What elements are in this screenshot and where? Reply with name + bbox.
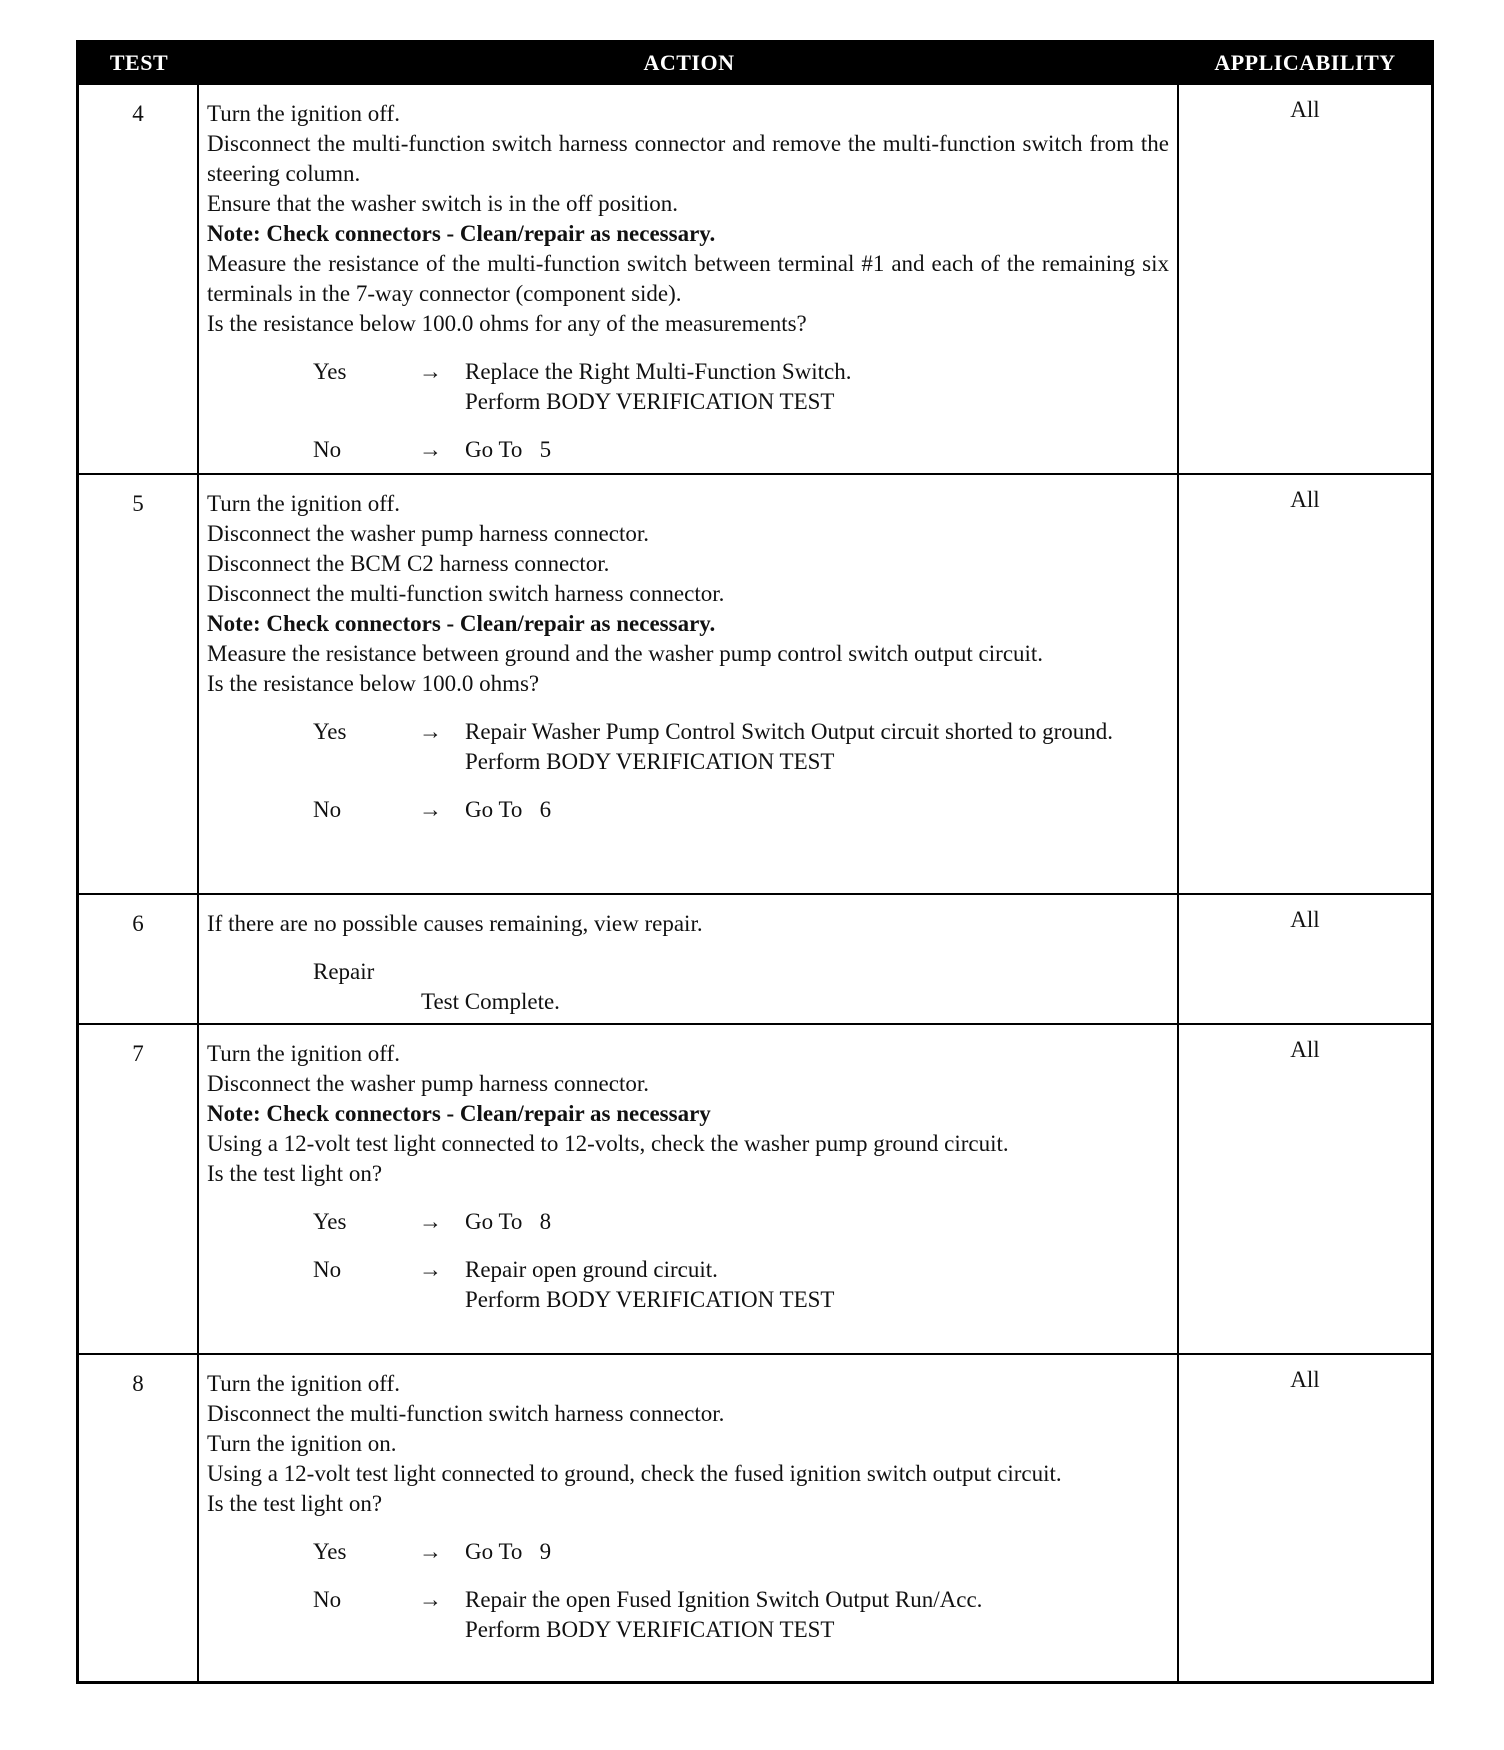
note-text: Note: Check connectors - Clean/repair as necessary. <box>207 611 716 636</box>
test-number: 6 <box>79 895 199 1023</box>
table-row-test-8 <box>79 1353 1431 1681</box>
action-line: Turn the ignition on. <box>207 1431 397 1456</box>
repair-text: Test Complete. <box>421 989 560 1014</box>
yes-label: Yes <box>313 1539 347 1564</box>
yes-label: Yes <box>313 719 347 744</box>
action-line: Measure the resistance of the multi-function switch between terminal #1 and each of the remaining six terminals in the 7-way connector (component side). <box>207 251 1169 306</box>
action-line: Is the test light on? <box>207 1491 383 1516</box>
action-cell <box>199 85 1179 473</box>
note-text: Note: Check connectors - Clean/repair as necessary <box>207 1101 711 1126</box>
no-response <box>207 795 1169 825</box>
no-label: No <box>313 1587 342 1612</box>
applicability-value: All <box>1290 1367 1320 1392</box>
yes-response <box>207 1537 1169 1567</box>
arrow-icon: → <box>419 797 442 822</box>
action-cell <box>199 1355 1179 1681</box>
yes-text: Perform BODY VERIFICATION TEST <box>465 389 835 414</box>
no-label: No <box>313 797 342 822</box>
yes-response <box>207 357 1169 417</box>
table-row-test-5 <box>79 473 1431 893</box>
no-response <box>207 1585 1169 1645</box>
action-line: Is the test light on? <box>207 1161 383 1186</box>
yes-text: Repair Washer Pump Control Switch Output circuit shorted to ground. <box>465 719 1114 744</box>
action-line: Disconnect the BCM C2 harness connector. <box>207 551 610 576</box>
action-line: Turn the ignition off. <box>207 1371 400 1396</box>
test-number: 4 <box>79 85 199 473</box>
table-row-test-4 <box>79 83 1431 473</box>
action-cell <box>199 475 1179 893</box>
no-text: Repair the open Fused Ignition Switch Output Run/Acc. <box>465 1587 983 1612</box>
yes-response <box>207 717 1169 777</box>
note-text: Note: Check connectors - Clean/repair as necessary. <box>207 221 716 246</box>
no-label: No <box>313 437 342 462</box>
no-text: Go To 6 <box>465 797 552 822</box>
table-header <box>79 43 1431 83</box>
action-line: If there are no possible causes remaining, view repair. <box>207 911 703 936</box>
action-line: Turn the ignition off. <box>207 101 400 126</box>
no-text: Go To 5 <box>465 437 552 462</box>
action-line: Is the resistance below 100.0 ohms for any of the measurements? <box>207 311 807 336</box>
table-row-test-7 <box>79 1023 1431 1353</box>
header-test: TEST <box>109 50 169 75</box>
action-line: Measure the resistance between ground and the washer pump control switch output circuit. <box>207 641 1044 666</box>
action-line: Disconnect the multi-function switch harness connector. <box>207 581 725 606</box>
yes-label: Yes <box>313 359 347 384</box>
applicability-value: All <box>1290 97 1320 122</box>
no-text: Perform BODY VERIFICATION TEST <box>465 1617 835 1642</box>
arrow-icon: → <box>419 1257 442 1282</box>
applicability-value: All <box>1290 487 1320 512</box>
arrow-icon: → <box>419 719 442 744</box>
yes-text: Go To 9 <box>465 1539 552 1564</box>
action-line: Disconnect the washer pump harness connector. <box>207 1071 649 1096</box>
arrow-icon: → <box>419 359 442 384</box>
yes-text: Perform BODY VERIFICATION TEST <box>465 749 835 774</box>
table-row-test-6 <box>79 893 1431 1023</box>
action-line: Is the resistance below 100.0 ohms? <box>207 671 540 696</box>
action-line: Disconnect the multi-function switch harness connector. <box>207 1401 725 1426</box>
applicability-value: All <box>1290 907 1320 932</box>
repair-block <box>207 957 1169 1017</box>
yes-response <box>207 1207 1169 1237</box>
no-label: No <box>313 1257 342 1282</box>
arrow-icon: → <box>419 1587 442 1612</box>
arrow-icon: → <box>419 1539 442 1564</box>
no-text: Perform BODY VERIFICATION TEST <box>465 1287 835 1312</box>
action-cell <box>199 1025 1179 1353</box>
header-applicability: APPLICABILITY <box>1214 50 1396 75</box>
header-action: ACTION <box>643 50 735 75</box>
arrow-icon: → <box>419 1209 442 1234</box>
action-line: Turn the ignition off. <box>207 1041 400 1066</box>
action-cell <box>199 895 1179 1023</box>
no-text: Repair open ground circuit. <box>465 1257 718 1282</box>
action-line: Turn the ignition off. <box>207 491 400 516</box>
action-line: Using a 12-volt test light connected to ground, check the fused ignition switch output circuit. <box>207 1461 1062 1486</box>
action-line: Ensure that the washer switch is in the off position. <box>207 191 678 216</box>
action-line: Using a 12-volt test light connected to 12-volts, check the washer pump ground circuit. <box>207 1131 1009 1156</box>
applicability-value: All <box>1290 1037 1320 1062</box>
no-response <box>207 435 1169 465</box>
test-number: 7 <box>79 1025 199 1353</box>
no-response <box>207 1255 1169 1315</box>
test-number: 8 <box>79 1355 199 1681</box>
yes-label: Yes <box>313 1209 347 1234</box>
action-line: Disconnect the multi-function switch harness connector and remove the multi-function switch from the steering column. <box>207 131 1169 186</box>
repair-label: Repair <box>313 959 375 984</box>
test-number: 5 <box>79 475 199 893</box>
yes-text: Go To 8 <box>465 1209 552 1234</box>
diagnostic-table <box>76 40 1434 1684</box>
arrow-icon: → <box>419 437 442 462</box>
action-line: Disconnect the washer pump harness connector. <box>207 521 649 546</box>
yes-text: Replace the Right Multi-Function Switch. <box>465 359 852 384</box>
